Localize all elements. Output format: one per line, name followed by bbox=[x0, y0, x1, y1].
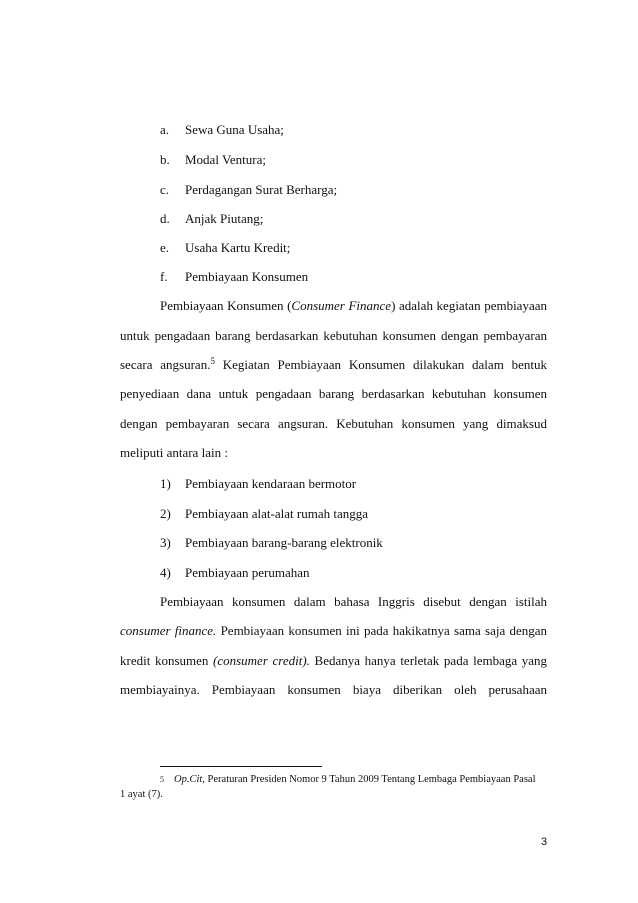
list-item bbox=[160, 506, 368, 522]
list-text: Anjak Piutang; bbox=[185, 211, 264, 226]
footnote-citation: Op.Cit, bbox=[174, 774, 205, 785]
paragraph-line bbox=[120, 653, 547, 669]
paragraph-line bbox=[160, 298, 547, 314]
italic-term: Consumer Finance bbox=[291, 298, 392, 313]
paragraph-line: dengan pembayaran secara angsuran. Kebutuhan konsumen yang dimaksud bbox=[120, 416, 547, 431]
paragraph-line: Pembiayaan konsumen dalam bahasa Inggris disebut dengan istilah bbox=[160, 594, 547, 609]
paragraph-line bbox=[120, 623, 547, 639]
list-marker: 4) bbox=[160, 565, 171, 580]
list-item bbox=[160, 211, 263, 227]
footnote-line: 1 ayat (7). bbox=[120, 789, 163, 800]
paragraph-line: untuk pengadaan barang berdasarkan kebutuhan konsumen dengan pembayaran bbox=[120, 328, 547, 343]
text-run: Kegiatan Pembiayaan Konsumen dilakukan dalam bentuk bbox=[222, 357, 547, 372]
footnote bbox=[160, 773, 535, 787]
list-text: Usaha Kartu Kredit; bbox=[185, 240, 291, 255]
list-text: Pembiayaan Konsumen bbox=[185, 269, 309, 284]
list-marker: d. bbox=[160, 211, 170, 226]
list-item bbox=[160, 565, 310, 581]
list-text: Pembiayaan kendaraan bermotor bbox=[185, 476, 357, 491]
list-text: Perdagangan Surat Berharga; bbox=[185, 182, 338, 197]
text-run: kredit konsumen bbox=[120, 653, 214, 668]
footnote-reference[interactable]: 5 bbox=[210, 356, 215, 366]
list-text: Pembiayaan perumahan bbox=[185, 565, 310, 580]
text-run: secara angsuran. bbox=[120, 357, 211, 372]
list-text: Pembiayaan alat-alat rumah tangga bbox=[185, 506, 369, 521]
list-marker: 3) bbox=[160, 535, 171, 550]
list-text: Pembiayaan barang-barang elektronik bbox=[185, 535, 383, 550]
paragraph-line: meliputi antara lain : bbox=[120, 445, 228, 460]
list-marker: c. bbox=[160, 182, 170, 197]
text-run: ) adalah kegiatan pembiayaan bbox=[391, 298, 547, 313]
paragraph-line: membiayainya. Pembiayaan konsumen biaya diberikan oleh perusahaan bbox=[120, 682, 547, 697]
list-text: Modal Ventura; bbox=[185, 152, 266, 167]
list-marker: a. bbox=[160, 122, 170, 137]
paragraph-line: penyediaan dana untuk pengadaan barang berdasarkan kebutuhan konsumen bbox=[120, 386, 547, 401]
paragraph-line bbox=[120, 357, 547, 373]
footnote-separator bbox=[160, 766, 322, 767]
page-number: 3 bbox=[541, 836, 548, 848]
text-run: Pembiayaan Konsumen ( bbox=[160, 298, 292, 313]
list-item bbox=[160, 269, 308, 285]
text-run: Pembiayaan konsumen ini pada hakikatnya sama saja dengan bbox=[220, 623, 548, 638]
list-text: Sewa Guna Usaha; bbox=[185, 122, 284, 137]
list-marker: 2) bbox=[160, 506, 171, 521]
list-item bbox=[160, 152, 266, 168]
list-marker: b. bbox=[160, 152, 170, 167]
list-item bbox=[160, 535, 383, 551]
list-marker: 1) bbox=[160, 476, 171, 491]
text-run: Bedanya hanya terletak pada lembaga yang bbox=[309, 653, 548, 668]
list-item bbox=[160, 122, 284, 138]
footnote-number: 5 bbox=[160, 775, 164, 784]
list-marker: f. bbox=[160, 269, 168, 284]
italic-term: (consumer credit). bbox=[213, 653, 310, 668]
list-item bbox=[160, 182, 337, 198]
italic-term: consumer finance. bbox=[120, 623, 217, 638]
list-marker: e. bbox=[160, 240, 170, 255]
list-item bbox=[160, 476, 356, 492]
list-item bbox=[160, 240, 290, 256]
footnote-text: Peraturan Presiden Nomor 9 Tahun 2009 Tentang Lembaga Pembiayaan Pasal bbox=[204, 774, 536, 785]
